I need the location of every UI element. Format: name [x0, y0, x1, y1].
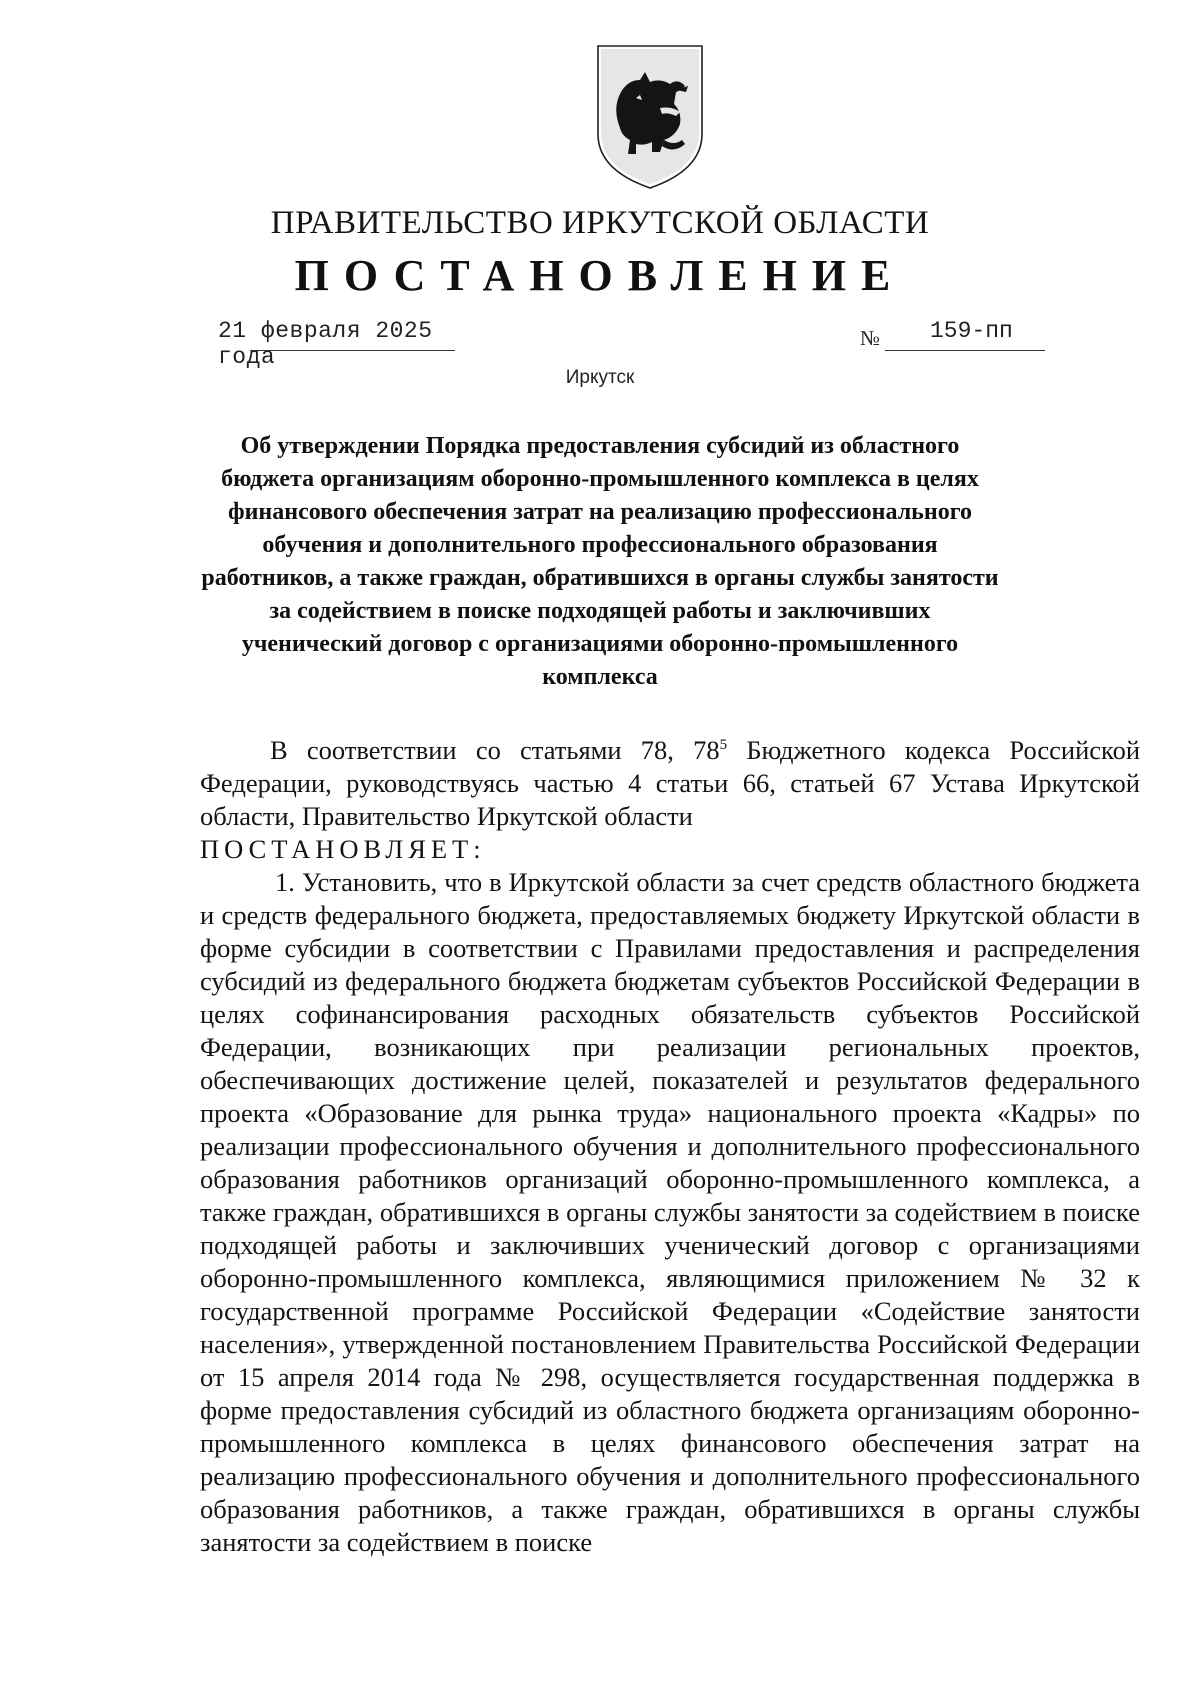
document-title [190, 430, 1010, 694]
title-line: работников, а также граждан, обратившихся в органы службы занятости [201, 565, 999, 591]
coat-of-arms-icon [590, 42, 710, 192]
document-date: 21 февраля 2025 года [218, 318, 433, 370]
city: Иркутск [565, 367, 635, 388]
document-type: ПОСТАНОВЛЕНИЕ [294, 251, 906, 300]
article-superscript: 5 [719, 737, 728, 754]
title-line: обучения и дополнительного профессионального образования [262, 532, 938, 558]
resolves-heading: ПОСТАНОВЛЯЕТ: [200, 834, 486, 864]
preamble-paragraph [200, 734, 1140, 833]
title-line: ученический договор с организациями оборонно-промышленного [241, 631, 959, 657]
title-line: за содействием в поиске подходящей работы и заключивших [269, 598, 931, 624]
document-number: 159-пп [930, 318, 1013, 344]
item-1-paragraph: 1. Установить, что в Иркутской области за счет средств областного бюджета и средств федерального бюджета, предоставляемых бюджету Иркутской области в форме субсидии в соответствии с Правилами предоставления и распределения субсидий из федерального бюджета бюджетам субъектов Российской Федерации в целях софинансирования расходных обязательств субъектов Российской Федерации, возникающих при реализации региональных проектов, обеспечивающих достижение целей, показателей и результатов федерального проекта «Образование для рынка труда» национального проекта «Кадры» по реализации профессионального обучения и дополнительного профессионального образования работников организаций оборонно-промышленного комплекса, а также граждан, обратившихся в органы службы занятости за содействием в поиске подходящей работы и заключивших ученический договор с организациями оборонно-промышленного комплекса, являющимися приложением № 32 к государственной программе Российской Федерации «Содействие занятости населения», утвержденной постановлением Правительства Российской Федерации от 15 апреля 2014 года № 298, осуществляется государственная поддержка в форме предоставления субсидий из областного бюджета организациям оборонно-промышленного комплекса в целях финансового обеспечения затрат на реализацию профессионального обучения и дополнительного профессионального образования работников, а также граждан, обратившихся в органы службы занятости за содействием в поиске [200, 867, 1140, 1557]
preamble-start: В соответствии со статьями 78, 78 [270, 735, 720, 765]
number-underline [885, 350, 1045, 351]
title-line: бюджета организациям оборонно-промышленного комплекса в целях [221, 466, 979, 492]
title-line: Об утверждении Порядка предоставления субсидий из областного [240, 433, 960, 459]
organization-name: ПРАВИТЕЛЬСТВО ИРКУТСКОЙ ОБЛАСТИ [270, 205, 930, 241]
title-line: финансового обеспечения затрат на реализацию профессионального [227, 499, 972, 525]
number-sign: № [860, 326, 881, 350]
title-line: комплекса [542, 664, 658, 690]
date-underline [250, 350, 455, 351]
preamble-end: Бюджетного кодекса Российской Федерации, руководствуясь частью 4 статьи 66, статьей 67 Устава Иркутской области, Правительство Иркутской области [200, 735, 1140, 831]
document-body [200, 734, 1140, 1559]
